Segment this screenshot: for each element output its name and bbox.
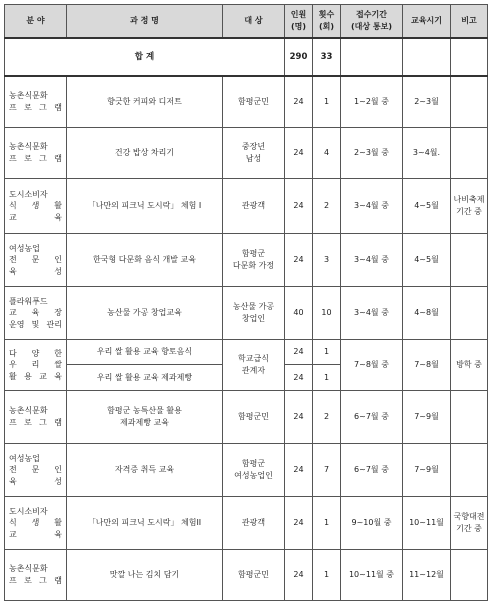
- period-cell: 3~4월 중: [341, 179, 403, 234]
- header-note: 비고: [451, 5, 488, 39]
- target-cell: 함평군민: [223, 550, 285, 601]
- target-cell: 관광객: [223, 497, 285, 550]
- times-cell: 4: [313, 128, 341, 179]
- field-cell: 다 양 한 우 리 쌀 활 용 교 육: [5, 340, 67, 391]
- people-cell: 24: [285, 550, 313, 601]
- note-cell: [451, 287, 488, 340]
- field-cell: 여성농업 전 문 인 육 성: [5, 444, 67, 497]
- period-cell: 3~4월 중: [341, 234, 403, 287]
- times-cell: 2: [313, 179, 341, 234]
- total-people: 290: [285, 38, 313, 76]
- field-cell: 농촌식문화 프 로 그 램: [5, 76, 67, 128]
- edu-time-cell: 7~9월: [403, 391, 451, 444]
- field-cell: 도시소비자 식 생 활 교 육: [5, 497, 67, 550]
- table-row: [5, 340, 488, 365]
- times-cell: 1: [313, 497, 341, 550]
- table-row: [5, 287, 488, 340]
- course-cell: 자격증 취득 교육: [67, 444, 223, 497]
- course-cell: 향긋한 커피와 디저트: [67, 76, 223, 128]
- total-label: 합 계: [5, 38, 285, 76]
- people-cell: 40: [285, 287, 313, 340]
- course-cell: 「나만의 피크닉 도시락」 체험 I: [67, 179, 223, 234]
- field-cell: 여성농업 전 문 인 육 성: [5, 234, 67, 287]
- course-cell: 맛깔 나는 김치 담기: [67, 550, 223, 601]
- people-cell: 24: [285, 391, 313, 444]
- people-cell: 24: [285, 444, 313, 497]
- course-cell: 건강 밥상 차리기: [67, 128, 223, 179]
- people-cell: 24: [285, 497, 313, 550]
- course-cell: 「나만의 피크닉 도시락」 체험II: [67, 497, 223, 550]
- target-cell: 농산물 가공 창업인: [223, 287, 285, 340]
- edu-time-cell: 11~12월: [403, 550, 451, 601]
- header-edu-time: 교육시기: [403, 5, 451, 39]
- period-cell: 1~2월 중: [341, 76, 403, 128]
- course-cell: 우리 쌀 활용 교육 향토음식: [67, 340, 223, 365]
- header-people: 인원 (명): [285, 5, 313, 39]
- total-times: 33: [313, 38, 341, 76]
- table-row: [5, 234, 488, 287]
- total-empty-period: [341, 38, 403, 76]
- target-cell: 중장년 남성: [223, 128, 285, 179]
- edu-time-cell: 2~3월: [403, 76, 451, 128]
- field-cell: 농촌식문화 프 로 그 램: [5, 391, 67, 444]
- note-cell: [451, 234, 488, 287]
- people-cell: 24: [285, 234, 313, 287]
- note-cell: [451, 550, 488, 601]
- table-row: [5, 444, 488, 497]
- course-cell: 한국형 다문화 음식 개발 교육: [67, 234, 223, 287]
- times-cell: 1: [313, 365, 341, 391]
- field-cell: 도시소비자 식 생 활 교 육: [5, 179, 67, 234]
- people-cell: 24: [285, 76, 313, 128]
- header-target: 대 상: [223, 5, 285, 39]
- schedule-table-container: [4, 4, 488, 601]
- edu-time-cell: 4~5월: [403, 179, 451, 234]
- course-cell: 함평군 농특산물 활용 제과제빵 교육: [67, 391, 223, 444]
- period-cell: 9~10월 중: [341, 497, 403, 550]
- header-course: 과 정 명: [67, 5, 223, 39]
- target-cell: 함평군 다문화 가정: [223, 234, 285, 287]
- note-cell: 나비축제 기간 중: [451, 179, 488, 234]
- field-cell: 농촌식문화 프 로 그 램: [5, 128, 67, 179]
- target-cell: 학교급식 관계자: [223, 340, 285, 391]
- target-cell: 관광객: [223, 179, 285, 234]
- header-times: 횟수 (회): [313, 5, 341, 39]
- edu-time-cell: 3~4월.: [403, 128, 451, 179]
- note-cell: [451, 391, 488, 444]
- table-row: [5, 76, 488, 128]
- people-cell: 24: [285, 179, 313, 234]
- times-cell: 1: [313, 550, 341, 601]
- header-field: 분 야: [5, 5, 67, 39]
- period-cell: 7~8월 중: [341, 340, 403, 391]
- field-cell: 농촌식문화 프 로 그 램: [5, 550, 67, 601]
- table-row: [5, 179, 488, 234]
- table-row: [5, 550, 488, 601]
- times-cell: 3: [313, 234, 341, 287]
- times-cell: 10: [313, 287, 341, 340]
- total-row: [5, 38, 488, 76]
- note-cell: [451, 76, 488, 128]
- note-cell: [451, 128, 488, 179]
- table-row: [5, 128, 488, 179]
- target-cell: 함평군민: [223, 76, 285, 128]
- education-schedule-table: [4, 4, 488, 601]
- header-row: [5, 5, 488, 39]
- edu-time-cell: 10~11월: [403, 497, 451, 550]
- course-cell: 농산물 가공 창업교육: [67, 287, 223, 340]
- times-cell: 1: [313, 76, 341, 128]
- times-cell: 7: [313, 444, 341, 497]
- course-cell: 우리 쌀 활용 교육 제과제빵: [67, 365, 223, 391]
- edu-time-cell: 4~8월: [403, 287, 451, 340]
- people-cell: 24: [285, 365, 313, 391]
- note-cell: [451, 444, 488, 497]
- note-cell: 국향대전 기간 중: [451, 497, 488, 550]
- edu-time-cell: 7~8월: [403, 340, 451, 391]
- edu-time-cell: 4~5월: [403, 234, 451, 287]
- period-cell: 10~11월 중: [341, 550, 403, 601]
- times-cell: 1: [313, 340, 341, 365]
- header-period: 접수기간 (대상 통보): [341, 5, 403, 39]
- period-cell: 6~7월 중: [341, 391, 403, 444]
- period-cell: 3~4월 중: [341, 287, 403, 340]
- target-cell: 함평군민: [223, 391, 285, 444]
- field-cell: 플라워푸드 교 육 장 운영 및 관리: [5, 287, 67, 340]
- people-cell: 24: [285, 128, 313, 179]
- note-cell: 방학 중: [451, 340, 488, 391]
- target-cell: 함평군 여성농업인: [223, 444, 285, 497]
- period-cell: 2~3월 중: [341, 128, 403, 179]
- table-row: [5, 497, 488, 550]
- total-empty-note: [451, 38, 488, 76]
- period-cell: 6~7월 중: [341, 444, 403, 497]
- people-cell: 24: [285, 340, 313, 365]
- total-empty-edu-time: [403, 38, 451, 76]
- times-cell: 2: [313, 391, 341, 444]
- edu-time-cell: 7~9월: [403, 444, 451, 497]
- table-row: [5, 391, 488, 444]
